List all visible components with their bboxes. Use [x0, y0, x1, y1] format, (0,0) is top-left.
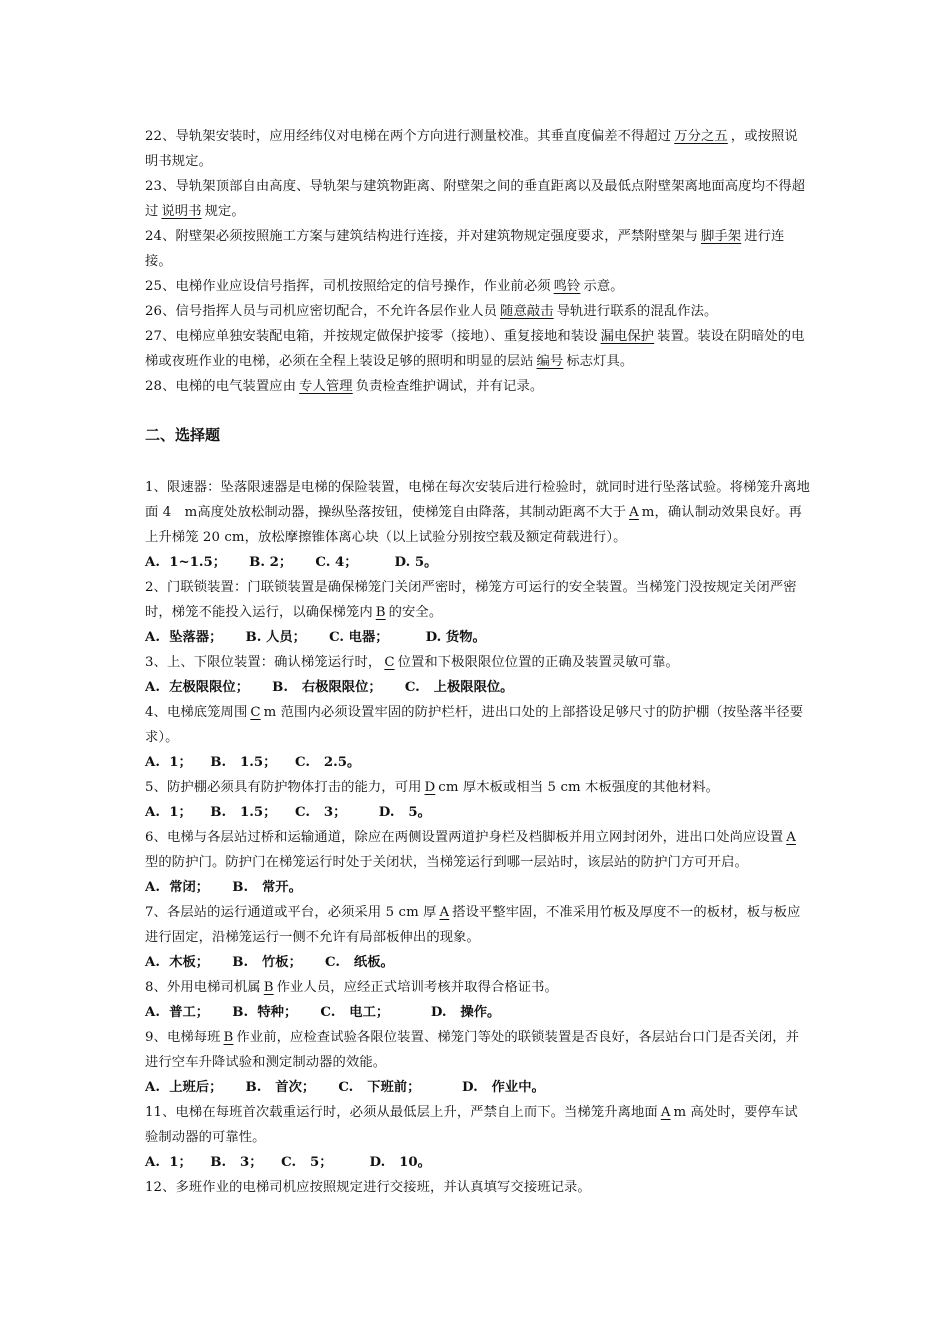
answer-blank: A	[786, 830, 796, 845]
choice-question-5	[145, 775, 810, 825]
answer-blank: A	[439, 905, 450, 920]
document-page	[145, 124, 810, 1200]
question-text: 23、导轨架顶部自由高度、导轨架与建筑物距离、附壁架之间的垂直距离以及最低点附壁架离地面高度均不得超过 说明书 规定。	[145, 179, 806, 219]
question-text: 8、外用电梯司机属 B 作业人员，应经正式培训考核并取得合格证书。	[145, 980, 558, 995]
choice-question-11	[145, 1100, 810, 1175]
answer-blank: A	[629, 505, 639, 520]
answer-blank: 万分之五	[674, 129, 728, 144]
answer-options: A. 1~1.5； B. 2； C. 4； D. 5。	[145, 555, 438, 570]
question-text: 22、导轨架安装时，应用经纬仪对电梯在两个方向进行测量校准。其垂直度偏差不得超过 万分之五 ，或按照说明书规定。	[145, 129, 798, 169]
answer-blank: B	[375, 605, 386, 620]
section-title: 二、选择题	[145, 426, 221, 444]
answer-blank: B	[223, 1030, 234, 1045]
answer-options: A. 1； B. 1.5； C. 2.5。	[145, 755, 361, 770]
answer-blank: 脚手架	[701, 229, 742, 244]
question-text: 27、电梯应单独安装配电箱，并按规定做保护接零（接地）、重复接地和装设 漏电保护 装置。装设在阴暗处的电梯或夜班作业的电梯，必须在全程上装设足够的照明和明显的层站 编号 标志灯具。	[145, 329, 805, 369]
choice-question-2	[145, 575, 810, 650]
answer-blank: B	[263, 980, 274, 995]
choice-question-8	[145, 975, 810, 1025]
question-text: 3、上、下限位装置：确认梯笼运行时， C 位置和下极限限位位置的正确及装置灵敏可靠。	[145, 655, 679, 670]
question-text: 25、电梯作业应设信号指挥，司机按照给定的信号操作，作业前必须 鸣铃 示意。	[145, 279, 624, 294]
answer-options: A. 木板； B. 竹板； C. 纸板。	[145, 955, 394, 970]
choice-question-4	[145, 700, 810, 775]
question-text: 5、防护棚必须具有防护物体打击的能力，可用 D cm 厚木板或相当 5 cm 木板强度的其他材料。	[145, 780, 719, 795]
question-text: 2、门联锁装置：门联锁装置是确保梯笼门关闭严密时，梯笼方可运行的安全装置。当梯笼门没按规定关闭严密时，梯笼不能投入运行，以确保梯笼内 B 的安全。	[145, 580, 797, 620]
choice-question-1	[145, 475, 810, 575]
question-text: 7、各层站的运行通道或平台，必须采用 5 cm 厚 A 搭设平整牢固，不准采用竹板及厚度不一的板材，板与板应进行固定，沿梯笼运行一侧不允许有局部板伸出的现象。	[145, 905, 801, 945]
answer-options: A. 常闭； B. 常开。	[145, 880, 302, 895]
question-text: 1、限速器：坠落限速器是电梯的保险装置，电梯在每次安装后进行检验时，就同时进行坠落试验。将梯笼升离地面 4 m高度处放松制动器，操纵坠落按钮，使梯笼自由降落，其制动距离不大于 A m，确认制动效果良好。再上升梯笼 20 cm，放松摩擦锥体离心块（以上试验分别按空载及额定荷载进行）。	[145, 480, 811, 545]
answer-options: A. 普工； B. 特种； C. 电工； D. 操作。	[145, 1005, 501, 1020]
choice-question-6	[145, 825, 810, 900]
fill-question-25	[145, 274, 810, 299]
choice-question-9	[145, 1025, 810, 1100]
answer-options: A. 坠落器； B. 人员； C. 电器； D. 货物。	[145, 630, 486, 645]
fill-question-28	[145, 374, 810, 399]
answer-blank: 鸣铃	[553, 279, 581, 294]
question-text: 12、多班作业的电梯司机应按照规定进行交接班，并认真填写交接班记录。	[145, 1180, 591, 1195]
fill-question-23	[145, 174, 810, 224]
fill-question-27	[145, 324, 810, 374]
answer-blank: D	[424, 780, 436, 795]
choice-question-7	[145, 900, 810, 975]
answer-blank: C	[250, 705, 261, 720]
answer-blank: 编号	[536, 354, 564, 369]
question-text: 9、电梯每班 B 作业前，应检查试验各限位装置、梯笼门等处的联锁装置是否良好，各层站台口门是否关闭，并进行空车升降试验和测定制动器的效能。	[145, 1030, 800, 1070]
answer-blank: A	[660, 1105, 671, 1120]
answer-blank: 漏电保护	[600, 329, 655, 344]
answer-blank: 随意敲击	[500, 304, 554, 319]
answer-options: A. 左极限限位； B. 右极限限位； C. 上极限限位。	[145, 680, 514, 695]
fill-question-26	[145, 299, 810, 324]
question-text: 24、附壁架必须按照施工方案与建筑结构进行连接，并对建筑物规定强度要求，严禁附壁架与 脚手架 进行连接。	[145, 229, 785, 269]
answer-options: A. 1； B. 1.5； C. 3； D. 5。	[145, 805, 431, 820]
answer-blank: 说明书	[161, 204, 202, 219]
question-text: 28、电梯的电气装置应由 专人管理 负责检查维护调试，并有记录。	[145, 379, 544, 394]
question-text: 26、信号指挥人员与司机应密切配合，不允许各层作业人员 随意敲击 导轨进行联系的混乱作法。	[145, 304, 718, 319]
fill-question-24	[145, 224, 810, 274]
question-text: 6、电梯与各层站过桥和运输通道，除应在两侧设置两道护身栏及档脚板并用立网封闭外，进出口处尚应设置 A型的防护门。防护门在梯笼运行时处于关闭状，当梯笼运行到哪一层站时，该层站的防护门方可开启。	[145, 825, 810, 875]
question-text: 11、电梯在每班首次载重运行时，必须从最低层上升，严禁自上而下。当梯笼升离地面 A m 高处时，要停车试验制动器的可靠性。	[145, 1105, 798, 1145]
choice-question-3	[145, 650, 810, 700]
question-text: 4、电梯底笼周围 C m 范围内必须设置牢固的防护栏杆，进出口处的上部搭设足够尺寸的防护棚（按坠落半径要求）。	[145, 705, 804, 745]
choice-question-12	[145, 1175, 810, 1200]
answer-blank: 专人管理	[299, 379, 353, 394]
answer-blank: C	[384, 655, 395, 670]
answer-options: A. 1； B. 3； C. 5； D. 10。	[145, 1155, 431, 1170]
fill-question-22	[145, 124, 810, 174]
answer-options: A. 上班后； B. 首次； C. 下班前； D. 作业中。	[145, 1080, 545, 1095]
